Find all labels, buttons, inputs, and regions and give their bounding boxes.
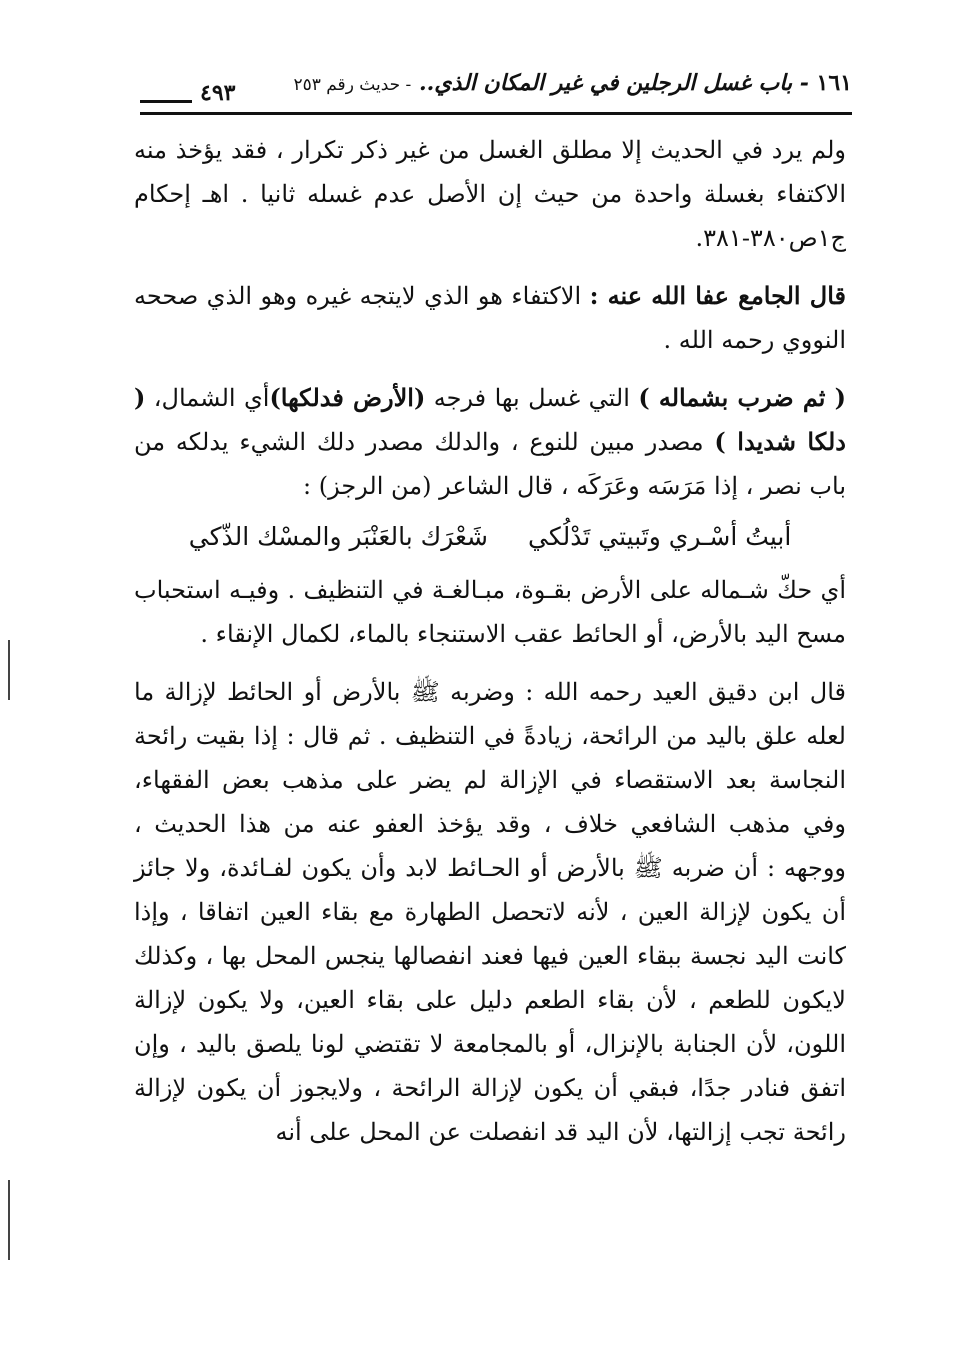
header-rule [140,112,852,115]
compiler-remark-text: الاكتفاء هو الذي لايتجه غيره وهو الذي صححه النووي رحمه الله . [134,282,846,354]
paragraph-3 [134,376,846,508]
paragraph-5: قال ابن دقيق العيد رحمه الله : وضربه ﷺ بالأرض أو الحائط لإزالة ما لعله علق باليد من الرائحة، زيادةً في التنظيف . ثم قال : إذا بقيت رائحة النجاسة بعد الاستقصاء في الإزالة لم يضر على مذهب بعض الفقهاء، وفي مذهب الشافعي خلاف ، وقد يؤخذ العفو عنه من هذا الحديث ، ووجهه : أن ضربه ﷺ بالأرض أو الحـائط لابد وأن يكون لفـائدة، ولا جائز أن يكون لإزالة العين ، لأنه لاتحصل الطهارة مع بقاء العين اتفاقا ، وإذا كانت اليد نجسة ببقاء العين فيها فعند انفصالها ينجس المحل بها ، وكذلك لايكون للطعم ، لأن بقاء الطعم دليل على بقاء العين، ولا يكون لإزالة اللون، لأن الجنابة بالإنزال، أو بالمجامعة لا تقتضي لونا يلصق باليد ، وإن اتفق فنادر جدًا، فبقي أن يكون لإزالة الرائحة ، ولايجوز أن يكون لإزالة رائحة تجب إزالتها، لأن اليد قد انفصلت عن المحل على أنه [134,678,847,1146]
paragraph-1: ولم يرد في الحديث إلا مطلق الغسل من غير ذكر تكرار ، فقد يؤخذ منه الاكتفاء بغسلة واحدة من حيث إن الأصل عدم غسله ثانيا . اهـ إحكام ج١ص٣٨٠-٣٨١. [134,136,846,252]
running-header [140,66,852,116]
hadith-phrase-3: ( دلكا شديدا ) [134,383,846,456]
page-body [134,128,846,1160]
hadith-phrase-1: ( ثم ضرب بشماله ) [638,383,846,412]
page-number-dash [140,100,192,103]
paragraph-4: أي حكّ شـماله على الأرض بقـوة، مبـالغـة في التنظيف . وفيـه استحباب مسح اليد بالأرض، أو الحائط عقب الاستنجاء بالماء، لكمال الإنقاء . [134,576,846,648]
chapter-heading [293,70,852,96]
poetry-verse [134,514,846,560]
verse-second-hemistich: شَعْرَك بالعَنْبَر والمسْك الذّكي [188,522,489,551]
commentary-text-1: التي غسل بها فرجه [425,384,639,412]
paragraph-2 [134,274,846,362]
commentary-text-2: أي الشمال، [145,384,270,412]
verse-first-hemistich: أبيتُ أسْـري وتَبيتي تَدْلُكي [528,522,792,551]
chapter-title: - باب غسل الرجلين في غير المكان الذي.. [418,70,809,96]
hadith-reference: - حديث رقم ٢٥٣ [293,75,412,95]
page-edge-mark [8,640,10,700]
compiler-remark-label: قال الجامع عفا الله عنه : [589,281,846,310]
commentary-text-3: مصدر مبين للنوع ، والدلك مصدر دلك الشيء يدلكه من باب نصر ، إذا مَرَسَه وعَرَكَه ، قال الشاعر (من الرجز) : [134,428,846,500]
page-number: ٤٩٣ [200,80,236,106]
chapter-number: ١٦١ [816,70,852,96]
hadith-phrase-2: (الأرض فدلكها) [269,383,426,412]
page-edge-mark [8,1180,10,1260]
